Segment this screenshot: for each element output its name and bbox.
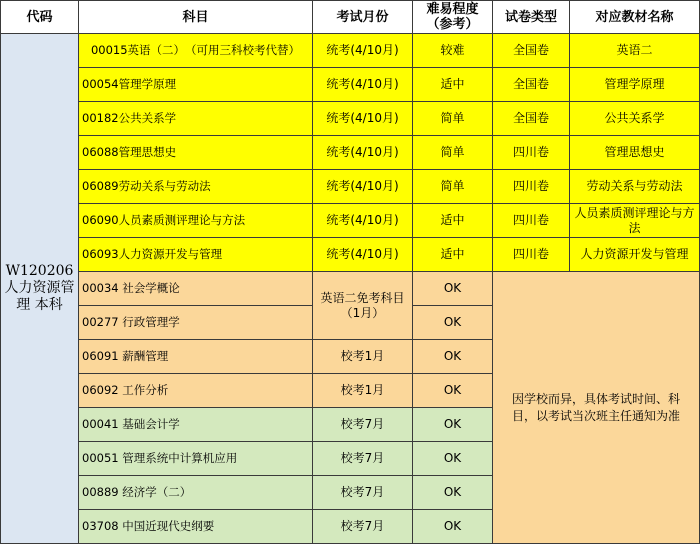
difficulty-cell: 适中: [413, 68, 493, 102]
month-cell: 校考7月: [313, 408, 413, 442]
difficulty-cell: 简单: [413, 102, 493, 136]
difficulty-cell: 简单: [413, 170, 493, 204]
paper-cell: 四川卷: [493, 204, 570, 238]
difficulty-cell: 适中: [413, 238, 493, 272]
header-row: [1, 1, 700, 34]
table-row: [1, 170, 700, 204]
textbook-cell: 管理学原理: [570, 68, 700, 102]
subject-cell: 00051 管理系统中计算机应用: [79, 442, 313, 476]
header-subject: 科目: [79, 1, 313, 34]
subject-cell: 06093人力资源开发与管理: [79, 238, 313, 272]
difficulty-cell: 较难: [413, 34, 493, 68]
table-row: [1, 136, 700, 170]
month-cell: 统考(4/10月): [313, 102, 413, 136]
month-cell: 校考1月: [313, 374, 413, 408]
difficulty-cell: OK: [413, 442, 493, 476]
month-cell: 统考(4/10月): [313, 136, 413, 170]
difficulty-cell: 简单: [413, 136, 493, 170]
textbook-cell: 英语二: [570, 34, 700, 68]
textbook-cell: 人员素质测评理论与方法: [570, 204, 700, 238]
table-row: [1, 238, 700, 272]
difficulty-cell: OK: [413, 374, 493, 408]
textbook-cell: 公共关系学: [570, 102, 700, 136]
subject-cell: 06088管理思想史: [79, 136, 313, 170]
paper-cell: 四川卷: [493, 238, 570, 272]
table-row: [1, 204, 700, 238]
difficulty-cell: OK: [413, 272, 493, 306]
subject-cell: 06089劳动关系与劳动法: [79, 170, 313, 204]
paper-cell: 全国卷: [493, 102, 570, 136]
header-code: 代码: [1, 1, 79, 34]
header-difficulty: 难易程度（参考）: [413, 1, 493, 34]
table-row: [1, 102, 700, 136]
difficulty-cell: OK: [413, 306, 493, 340]
month-cell: 校考7月: [313, 510, 413, 544]
subject-cell: 00054管理学原理: [79, 68, 313, 102]
textbook-cell: 劳动关系与劳动法: [570, 170, 700, 204]
subject-cell: 06091 薪酬管理: [79, 340, 313, 374]
english-exempt-month-cell: 英语二免考科目（1月）: [313, 272, 413, 340]
subject-cell: 06092 工作分析: [79, 374, 313, 408]
subject-cell: 00041 基础会计学: [79, 408, 313, 442]
difficulty-cell: OK: [413, 408, 493, 442]
month-cell: 统考(4/10月): [313, 238, 413, 272]
table-row: [1, 34, 700, 68]
textbook-cell: 管理思想史: [570, 136, 700, 170]
subject-cell: 00034 社会学概论: [79, 272, 313, 306]
table-row: [1, 272, 700, 306]
paper-cell: 四川卷: [493, 170, 570, 204]
paper-cell: 四川卷: [493, 136, 570, 170]
month-cell: 校考1月: [313, 340, 413, 374]
month-cell: 统考(4/10月): [313, 170, 413, 204]
difficulty-cell: 适中: [413, 204, 493, 238]
paper-cell: 全国卷: [493, 68, 570, 102]
program-cell: [1, 34, 79, 544]
subject-cell: 00015英语（二） （可用三科校考代替）: [79, 34, 313, 68]
month-cell: 统考(4/10月): [313, 68, 413, 102]
difficulty-cell: OK: [413, 340, 493, 374]
header-exam-month: 考试月份: [313, 1, 413, 34]
header-paper-type: 试卷类型: [493, 1, 570, 34]
difficulty-cell: OK: [413, 510, 493, 544]
program-code: W120206: [5, 263, 74, 279]
header-textbook: 对应教材名称: [570, 1, 700, 34]
month-cell: 统考(4/10月): [313, 34, 413, 68]
difficulty-cell: OK: [413, 476, 493, 510]
month-cell: 统考(4/10月): [313, 204, 413, 238]
subject-cell: 03708 中国近现代史纲要: [79, 510, 313, 544]
paper-cell: 全国卷: [493, 34, 570, 68]
school-note-cell: 因学校而异，具体考试时间、科目，以考试当次班主任通知为准: [493, 272, 700, 544]
table-row: [1, 68, 700, 102]
subject-cell: 00182公共关系学: [79, 102, 313, 136]
program-name: 人力资源管理 本科: [4, 280, 75, 313]
subject-cell: 00277 行政管理学: [79, 306, 313, 340]
subject-cell: 00889 经济学（二）: [79, 476, 313, 510]
subject-cell: 06090人员素质测评理论与方法: [79, 204, 313, 238]
textbook-cell: 人力资源开发与管理: [570, 238, 700, 272]
month-cell: 校考7月: [313, 476, 413, 510]
month-cell: 校考7月: [313, 442, 413, 476]
